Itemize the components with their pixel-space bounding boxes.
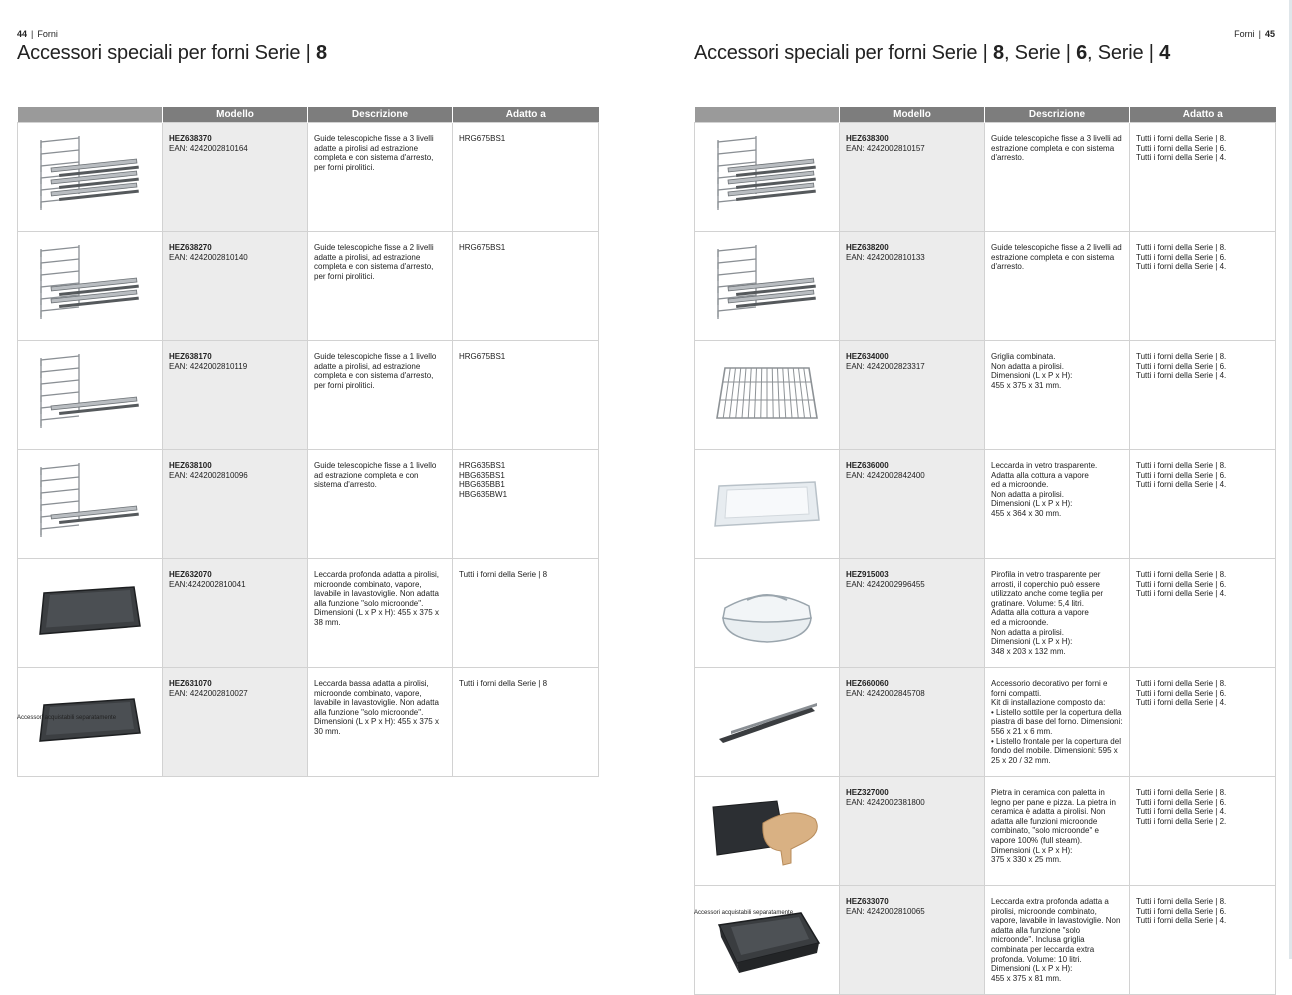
table-row [695,777,1276,886]
model-cell [163,668,308,777]
product-image [18,668,163,777]
compatibility-cell: Tutti i forni della Serie | 8. Tutti i forni della Serie | 6. Tutti i forni della Serie | 4. [1130,341,1276,450]
telescopic-rail-3-icon [18,134,162,220]
description-cell: Pietra in ceramica con paletta in legno per pane e pizza. La pietra in ceramica è adatta a pirolisi. Non adatta alle funzioni microonde combinato, "solo microonde" e vapore 100% (full steam). Dimensioni (L x P x H): 375 x 330 x 25 mm. [985,777,1130,886]
page-number: 45 [1264,29,1275,39]
title-series-number: 6 [1076,42,1088,64]
compatibility-cell: HRG675BS1 [453,341,599,450]
table-row [18,232,599,341]
model-cell [163,123,308,232]
ean-code: EAN: 4242002810065 [846,906,925,916]
telescopic-rail-1-icon [18,352,162,438]
table-row [695,123,1276,232]
left-page [17,0,598,959]
description-cell: Leccarda profonda adatta a pirolisi, microonde combinato, vapore, lavabile in lavastoviglie. Non adatta alla funzione "solo microonde". Dimensioni (L x P x H): 455 x 375 x 38 mm. [308,559,453,668]
header-fit: Adatto a [453,107,599,123]
description-cell: Leccarda bassa adatta a pirolisi, microonde combinato, vapore, lavabile in lavastoviglie. Non adatta alla funzione "solo microonde". Dimensioni (L x P x H): 455 x 375 x 30 mm. [308,668,453,777]
table-row [18,668,599,777]
model-code: HEZ638100 [169,461,212,470]
model-code: HEZ915003 [846,570,889,579]
trim-strip-icon [695,697,839,747]
section-label: Forni [37,29,58,39]
product-image [695,232,840,341]
wire-rack-icon [695,360,839,430]
description-cell: Guide telescopiche fisse a 1 livello adatte a pirolisi, ad estrazione completa e con sistema d'arresto, per forni pirolitici. [308,341,453,450]
ean-code: EAN: 4242002810027 [169,688,248,698]
title-text: Accessori speciali per forni Serie | [694,42,994,64]
description-cell: Pirofila in vetro trasparente per arrosti, il coperchio può essere utilizzato anche come teglia per gratinare. Volume: 5,4 litri. Adatta alla cottura a vapore ed a microonde. Non adatta a pirolisi. Dimensioni (L x P x H): 348 x 203 x 132 mm. [985,559,1130,668]
table-row [18,341,599,450]
table-row [18,123,599,232]
description-cell: Guide telescopiche fisse a 3 livelli adatte a pirolisi ad estrazione completa e con sistema d'arresto, per forni pirolitici. [308,123,453,232]
telescopic-rail-3-icon [695,134,839,220]
model-code: HEZ638200 [846,243,889,252]
accessories-table [17,107,599,777]
header-model: Modello [163,107,308,123]
product-image [18,559,163,668]
table-row [695,559,1276,668]
section-label: Forni [1234,29,1255,39]
model-code: HEZ638370 [169,134,212,143]
title-text: , Serie | [1087,42,1160,64]
table-row [695,886,1276,995]
model-code: HEZ327000 [846,788,889,797]
product-image [695,668,840,777]
table-row [695,341,1276,450]
compatibility-cell: Tutti i forni della Serie | 8. Tutti i forni della Serie | 6. Tutti i forni della Serie | 4. [1130,123,1276,232]
flat-tray-icon [18,687,162,757]
ean-code: EAN:4242002810041 [169,579,246,589]
description-cell: Guide telescopiche fisse a 2 livelli adatte a pirolisi, ad estrazione completa e con sistema d'arresto, per forni pirolitici. [308,232,453,341]
model-code: HEZ636000 [846,461,889,470]
model-code: HEZ632070 [169,570,212,579]
title-series-number: 8 [316,42,327,64]
product-image [695,123,840,232]
accessories-table [694,107,1276,995]
telescopic-rail-2-icon [18,243,162,329]
compatibility-cell: Tutti i forni della Serie | 8 [453,668,599,777]
title-text: Accessori speciali per forni Serie | [17,42,317,64]
page-title [17,42,327,65]
description-cell: Leccarda in vetro trasparente. Adatta alla cottura a vapore ed a microonde. Non adatta a pirolisi. Dimensioni (L x P x H): 455 x 364 x 30 mm. [985,450,1130,559]
compatibility-cell: Tutti i forni della Serie | 8. Tutti i forni della Serie | 6. Tutti i forni della Serie | 4. [1130,232,1276,341]
model-cell [840,777,985,886]
description-cell: Leccarda extra profonda adatta a pirolisi, microonde combinato, vapore, lavabile in lavastoviglie. Non adatta alla funzione "solo microonde". Inclusa griglia combinata per leccarda extra profonda. Volume: 10 litri. Dimensioni (L x P x H): 455 x 375 x 81 mm. [985,886,1130,995]
compatibility-cell: Tutti i forni della Serie | 8. Tutti i forni della Serie | 6. Tutti i forni della Serie | 4. [1130,450,1276,559]
ean-code: EAN: 4242002810119 [169,361,248,371]
page-header: Forni | 45 [1234,29,1275,39]
model-code: HEZ660060 [846,679,889,688]
product-image [18,341,163,450]
compatibility-cell: Tutti i forni della Serie | 8. Tutti i forni della Serie | 6. Tutti i forni della Serie | 4. [1130,886,1276,995]
compatibility-cell: Tutti i forni della Serie | 8 [453,559,599,668]
table-row [695,450,1276,559]
title-series-number: 8 [993,42,1004,64]
product-image [695,450,840,559]
ean-code: EAN: 4242002996455 [846,579,925,589]
model-cell [163,232,308,341]
glass-roaster-icon [695,578,839,648]
telescopic-rail-2-icon [695,243,839,329]
model-cell [840,886,985,995]
model-cell [840,450,985,559]
ean-code: EAN: 4242002810096 [169,470,248,480]
page-title [694,42,1170,65]
ean-code: EAN: 4242002810133 [846,252,925,262]
page-number: 44 [17,29,28,39]
header-image [18,107,163,123]
table-header-row [18,107,599,123]
model-cell [840,232,985,341]
ean-code: EAN: 4242002381800 [846,797,925,807]
model-cell [163,559,308,668]
glass-tray-icon [695,472,839,536]
footnote: Accessori acquistabili separatamente [694,910,794,916]
product-image [695,559,840,668]
compatibility-cell: Tutti i forni della Serie | 8. Tutti i forni della Serie | 6. Tutti i forni della Serie | 4. [1130,559,1276,668]
compatibility-cell: HRG675BS1 [453,232,599,341]
compatibility-cell: Tutti i forni della Serie | 8. Tutti i forni della Serie | 6. Tutti i forni della Serie | 4. [1130,668,1276,777]
compatibility-cell: Tutti i forni della Serie | 8. Tutti i forni della Serie | 6. Tutti i forni della Serie | 4. Tutti i forni della Serie | 2. [1130,777,1276,886]
title-series-number: 4 [1159,42,1171,64]
header-image [695,107,840,123]
table-row [695,232,1276,341]
ean-code: EAN: 4242002810164 [169,143,248,153]
ean-code: EAN: 4242002810140 [169,252,248,262]
product-image [695,886,840,995]
header-model: Modello [840,107,985,123]
model-code: HEZ638170 [169,352,212,361]
right-page [694,0,1275,983]
footnote: Accessori acquistabili separatamente [17,715,117,721]
product-image [18,450,163,559]
description-cell: Accessorio decorativo per forni e forni compatti. Kit di installazione composto da: • Listello sottile per la copertura della piastra di base del forno. Dimensioni: 556 x 21 x 6 mm. • Listello frontale per la copertura del fondo del mobile. Dimensioni: 595 x 25 x 20 / 32 mm. [985,668,1130,777]
page-header: 44 | Forni [17,29,58,39]
product-image [18,232,163,341]
model-code: HEZ638270 [169,243,212,252]
product-image [18,123,163,232]
model-cell [163,450,308,559]
model-cell [840,559,985,668]
model-cell [840,123,985,232]
compatibility-cell: HRG635BS1 HBG635BS1 HBG635BB1 HBG635BW1 [453,450,599,559]
model-cell [840,668,985,777]
model-code: HEZ638300 [846,134,889,143]
description-cell: Griglia combinata. Non adatta a pirolisi. Dimensioni (L x P x H): 455 x 375 x 31 mm. [985,341,1130,450]
product-image [695,777,840,886]
header-description: Descrizione [308,107,453,123]
ean-code: EAN: 4242002842400 [846,470,925,480]
table-row [695,668,1276,777]
table-row [18,559,599,668]
model-code: HEZ631070 [169,679,212,688]
telescopic-rail-1b-icon [18,461,162,547]
ean-code: EAN: 4242002845708 [846,688,925,698]
deep-tray-icon [18,578,162,648]
model-code: HEZ634000 [846,352,889,361]
ean-code: EAN: 4242002823317 [846,361,925,371]
product-image [695,341,840,450]
table-row [18,450,599,559]
model-cell [840,341,985,450]
ean-code: EAN: 4242002810157 [846,143,925,153]
header-description: Descrizione [985,107,1130,123]
header-fit: Adatto a [1130,107,1276,123]
model-cell [163,341,308,450]
title-text: , Serie | [1003,42,1077,64]
pizza-stone-icon [695,793,839,869]
compatibility-cell: HRG675BS1 [453,123,599,232]
description-cell: Guide telescopiche fisse a 1 livello ad estrazione completa e con sistema d'arresto. [308,450,453,559]
description-cell: Guide telescopiche fisse a 2 livelli ad estrazione completa e con sistema d'arresto. [985,232,1130,341]
description-cell: Guide telescopiche fisse a 3 livelli ad estrazione completa e con sistema d'arresto. [985,123,1130,232]
table-header-row [695,107,1276,123]
model-code: HEZ633070 [846,897,889,906]
